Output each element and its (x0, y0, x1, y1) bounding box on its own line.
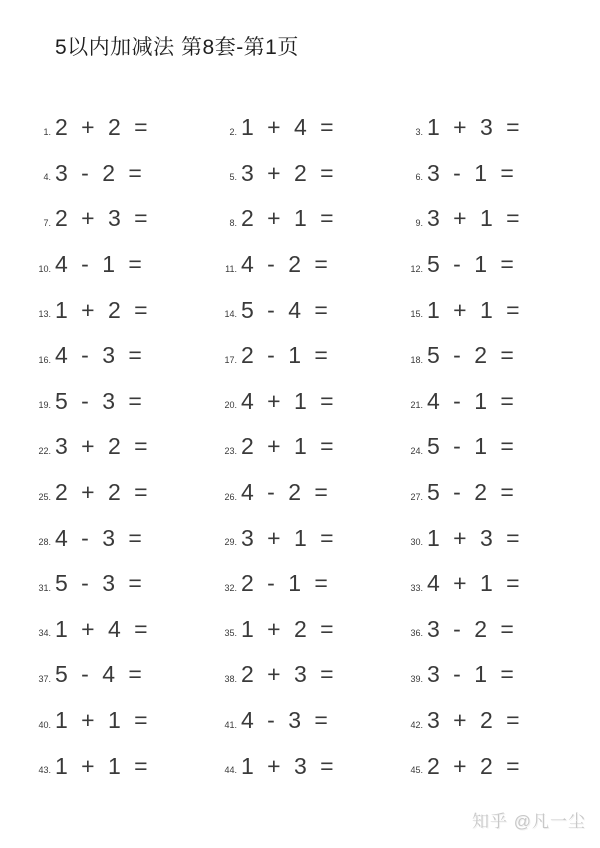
problem-expression: 2 + 2 = (55, 479, 150, 506)
problem-expression: 1 + 1 = (427, 296, 522, 323)
problem-cell (217, 698, 403, 744)
problem-number: 41. (224, 719, 237, 730)
problem-number: 15. (410, 309, 423, 320)
problem-cell (403, 287, 589, 333)
problem-number: 38. (224, 673, 237, 684)
problem-cell (217, 515, 403, 561)
problem-number: 34. (38, 628, 51, 639)
problem-number: 37. (38, 673, 51, 684)
problem-cell (217, 287, 403, 333)
problem-number: 28. (38, 537, 51, 548)
problem-cell (217, 743, 403, 789)
problem-number: 21. (410, 400, 423, 411)
problem-number: 12. (410, 263, 423, 274)
problem-number: 35. (224, 628, 237, 639)
problem-number: 11. (225, 263, 237, 274)
problem-number: 1. (43, 126, 51, 137)
problem-expression: 2 + 3 = (55, 205, 150, 232)
problem-expression: 1 + 4 = (241, 114, 336, 141)
problem-number: 26. (224, 491, 237, 502)
problem-number: 10. (38, 263, 51, 274)
problem-number: 32. (224, 582, 237, 593)
problem-number: 25. (38, 491, 51, 502)
problem-cell (217, 652, 403, 698)
problem-cell (31, 607, 217, 653)
problem-expression: 4 - 2 = (241, 479, 330, 506)
problem-number: 7. (43, 217, 51, 228)
problem-number: 44. (224, 765, 237, 776)
problem-cell (31, 424, 217, 470)
problem-number: 14. (224, 309, 237, 320)
problem-cell (31, 151, 217, 197)
problem-cell (31, 105, 217, 151)
problem-cell (217, 333, 403, 379)
problem-cell (31, 333, 217, 379)
problem-number: 16. (38, 354, 51, 365)
problem-cell (403, 424, 589, 470)
problem-number: 43. (38, 765, 51, 776)
problem-expression: 5 - 2 = (427, 342, 516, 369)
problem-expression: 3 - 2 = (55, 159, 144, 186)
problem-number: 42. (410, 719, 423, 730)
problem-number: 40. (38, 719, 51, 730)
problem-expression: 2 - 1 = (241, 570, 330, 597)
problem-expression: 5 - 3 = (55, 570, 144, 597)
problem-cell (403, 698, 589, 744)
problem-number: 20. (224, 400, 237, 411)
problem-cell (403, 151, 589, 197)
problem-number: 39. (410, 673, 423, 684)
problem-number: 29. (224, 537, 237, 548)
problem-expression: 5 - 3 = (55, 387, 144, 414)
problem-expression: 4 - 3 = (241, 707, 330, 734)
problem-expression: 4 - 1 = (55, 251, 144, 278)
problem-cell (217, 607, 403, 653)
problem-cell (403, 561, 589, 607)
problem-expression: 3 + 1 = (241, 524, 336, 551)
problem-expression: 1 + 1 = (55, 752, 150, 779)
watermark: 知乎 @凡一尘 (472, 812, 586, 831)
problem-expression: 1 + 4 = (55, 615, 150, 642)
problem-expression: 4 - 2 = (241, 251, 330, 278)
problem-number: 6. (415, 172, 423, 183)
problem-expression: 5 - 4 = (55, 661, 144, 688)
problem-cell (217, 379, 403, 425)
problem-expression: 2 + 3 = (241, 661, 336, 688)
problem-cell (31, 470, 217, 516)
problem-number: 24. (410, 445, 423, 456)
problem-cell (403, 333, 589, 379)
problem-expression: 5 - 4 = (241, 296, 330, 323)
problem-cell (217, 242, 403, 288)
problem-expression: 1 + 3 = (241, 752, 336, 779)
problem-expression: 3 - 2 = (427, 615, 516, 642)
problem-expression: 4 + 1 = (427, 570, 522, 597)
problem-expression: 3 + 2 = (55, 433, 150, 460)
problem-expression: 2 + 2 = (55, 114, 150, 141)
problems-grid (31, 105, 589, 789)
problem-cell (217, 105, 403, 151)
problem-cell (403, 379, 589, 425)
problem-expression: 5 - 1 = (427, 251, 516, 278)
worksheet-title: 5以内加减法 第8套-第1页 (55, 36, 299, 59)
problem-cell (31, 515, 217, 561)
problem-expression: 3 + 1 = (427, 205, 522, 232)
problem-expression: 5 - 1 = (427, 433, 516, 460)
problem-number: 18. (410, 354, 423, 365)
problem-number: 17. (224, 354, 237, 365)
problem-cell (31, 561, 217, 607)
problem-cell (31, 743, 217, 789)
problem-cell (217, 561, 403, 607)
problem-number: 45. (410, 765, 423, 776)
problem-expression: 4 - 3 = (55, 524, 144, 551)
problem-number: 31. (38, 582, 51, 593)
problem-number: 3. (415, 126, 423, 137)
problem-expression: 2 + 2 = (427, 752, 522, 779)
problem-expression: 1 + 1 = (55, 707, 150, 734)
problem-cell (217, 196, 403, 242)
problem-expression: 3 - 1 = (427, 159, 516, 186)
problem-cell (403, 105, 589, 151)
problem-cell (31, 196, 217, 242)
problem-cell (31, 652, 217, 698)
problem-number: 23. (224, 445, 237, 456)
problem-cell (403, 470, 589, 516)
problem-number: 19. (38, 400, 51, 411)
problem-expression: 1 + 2 = (55, 296, 150, 323)
problem-cell (403, 743, 589, 789)
problem-number: 5. (229, 172, 237, 183)
problem-expression: 4 + 1 = (241, 387, 336, 414)
problem-expression: 5 - 2 = (427, 479, 516, 506)
problem-number: 8. (229, 217, 237, 228)
problem-number: 22. (38, 445, 51, 456)
problem-number: 30. (410, 537, 423, 548)
problem-number: 4. (43, 172, 51, 183)
problem-cell (31, 242, 217, 288)
problem-cell (403, 196, 589, 242)
problem-number: 2. (229, 126, 237, 137)
problem-expression: 4 - 3 = (55, 342, 144, 369)
problem-expression: 2 - 1 = (241, 342, 330, 369)
problem-cell (31, 287, 217, 333)
problem-cell (403, 515, 589, 561)
problem-cell (403, 652, 589, 698)
problem-expression: 1 + 2 = (241, 615, 336, 642)
problem-number: 33. (410, 582, 423, 593)
problem-expression: 1 + 3 = (427, 524, 522, 551)
problem-cell (31, 698, 217, 744)
problem-expression: 2 + 1 = (241, 433, 336, 460)
problem-cell (403, 607, 589, 653)
problem-cell (217, 424, 403, 470)
problem-expression: 3 - 1 = (427, 661, 516, 688)
problem-expression: 4 - 1 = (427, 387, 516, 414)
problem-expression: 3 + 2 = (427, 707, 522, 734)
problem-cell (217, 151, 403, 197)
problem-expression: 2 + 1 = (241, 205, 336, 232)
problem-cell (31, 379, 217, 425)
problem-expression: 3 + 2 = (241, 159, 336, 186)
problem-number: 9. (415, 217, 423, 228)
problem-number: 27. (410, 491, 423, 502)
problem-cell (217, 470, 403, 516)
problem-number: 13. (38, 309, 51, 320)
problem-number: 36. (410, 628, 423, 639)
problem-cell (403, 242, 589, 288)
problem-expression: 1 + 3 = (427, 114, 522, 141)
